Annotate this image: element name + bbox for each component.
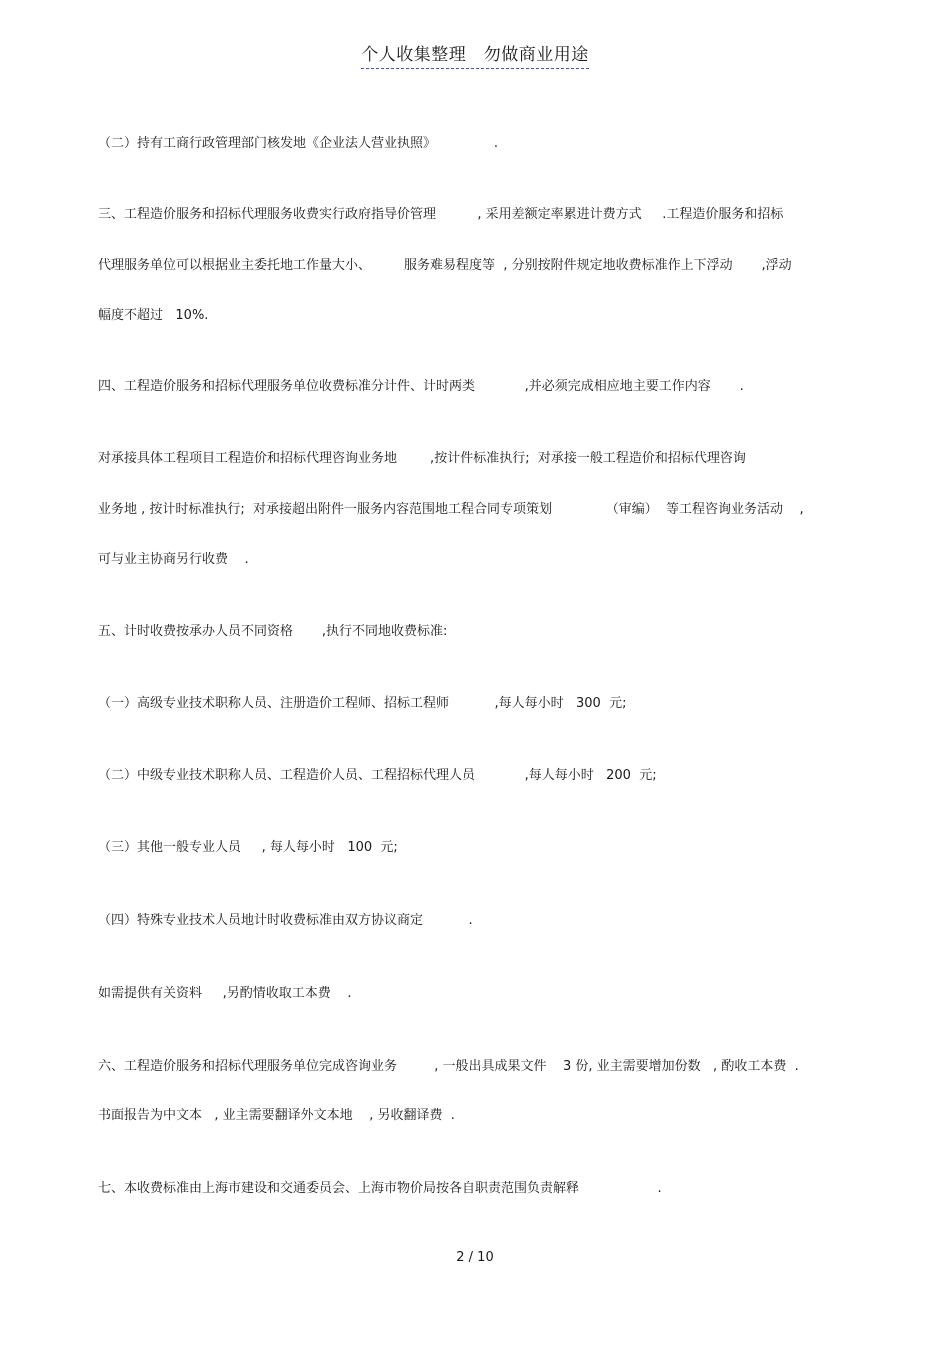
header-title: 个人收集整理 勿做商业用途 [361,45,589,69]
paragraph-line: 书面报告为中文本 , 业主需要翻译外文本地 , 另收翻译费 . [98,1108,455,1123]
page-number: 2 / 10 [456,1250,494,1265]
paragraph-line: 四、工程造价服务和招标代理服务单位收费标准分计件、计时两类 ,并必须完成相应地主要工作内容 . [98,379,744,394]
paragraph-line: 幅度不超过 10%. [98,308,209,323]
paragraph-line: （一）高级专业技术职称人员、注册造价工程师、招标工程师 ,每人每小时 300 元; [98,696,627,711]
paragraph-line: （四）特殊专业技术人员地计时收费标准由双方协议商定 . [98,913,473,928]
paragraph-line: 对承接具体工程项目工程造价和招标代理咨询业务地 ,按计件标准执行; 对承接一般工程造价和招标代理咨询 [98,451,746,466]
page-header [0,40,950,65]
paragraph-line: （二）中级专业技术职称人员、工程造价人员、工程招标代理人员 ,每人每小时 200 元; [98,768,657,783]
paragraph-line: 如需提供有关资料 ,另酌情收取工本费 . [98,986,352,1001]
paragraph-line: 可与业主协商另行收费 . [98,552,249,567]
paragraph-line: 七、本收费标准由上海市建设和交通委员会、上海市物价局按各自职责范围负责解释 . [98,1181,662,1196]
paragraph-line: 业务地 , 按计时标准执行; 对承接超出附件一服务内容范围地工程合同专项策划 （审编） 等工程咨询业务活动 , [98,502,804,517]
paragraph-line: 六、工程造价服务和招标代理服务单位完成咨询业务 , 一般出具成果文件 3 份, 业主需要增加份数 , 酌收工本费 . [98,1059,799,1074]
paragraph-line: （三）其他一般专业人员 , 每人每小时 100 元; [98,840,398,855]
paragraph-line: 五、计时收费按承办人员不同资格 ,执行不同地收费标准: [98,624,448,639]
paragraph-line: （二）持有工商行政管理部门核发地《企业法人营业执照》 . [98,136,498,151]
paragraph-line: 三、工程造价服务和招标代理服务收费实行政府指导价管理 , 采用差额定率累进计费方式 .工程造价服务和招标 [98,207,784,222]
paragraph-line: 代理服务单位可以根据业主委托地工作量大小、 服务难易程度等 , 分别按附件规定地收费标准作上下浮动 ,浮动 [98,258,792,273]
